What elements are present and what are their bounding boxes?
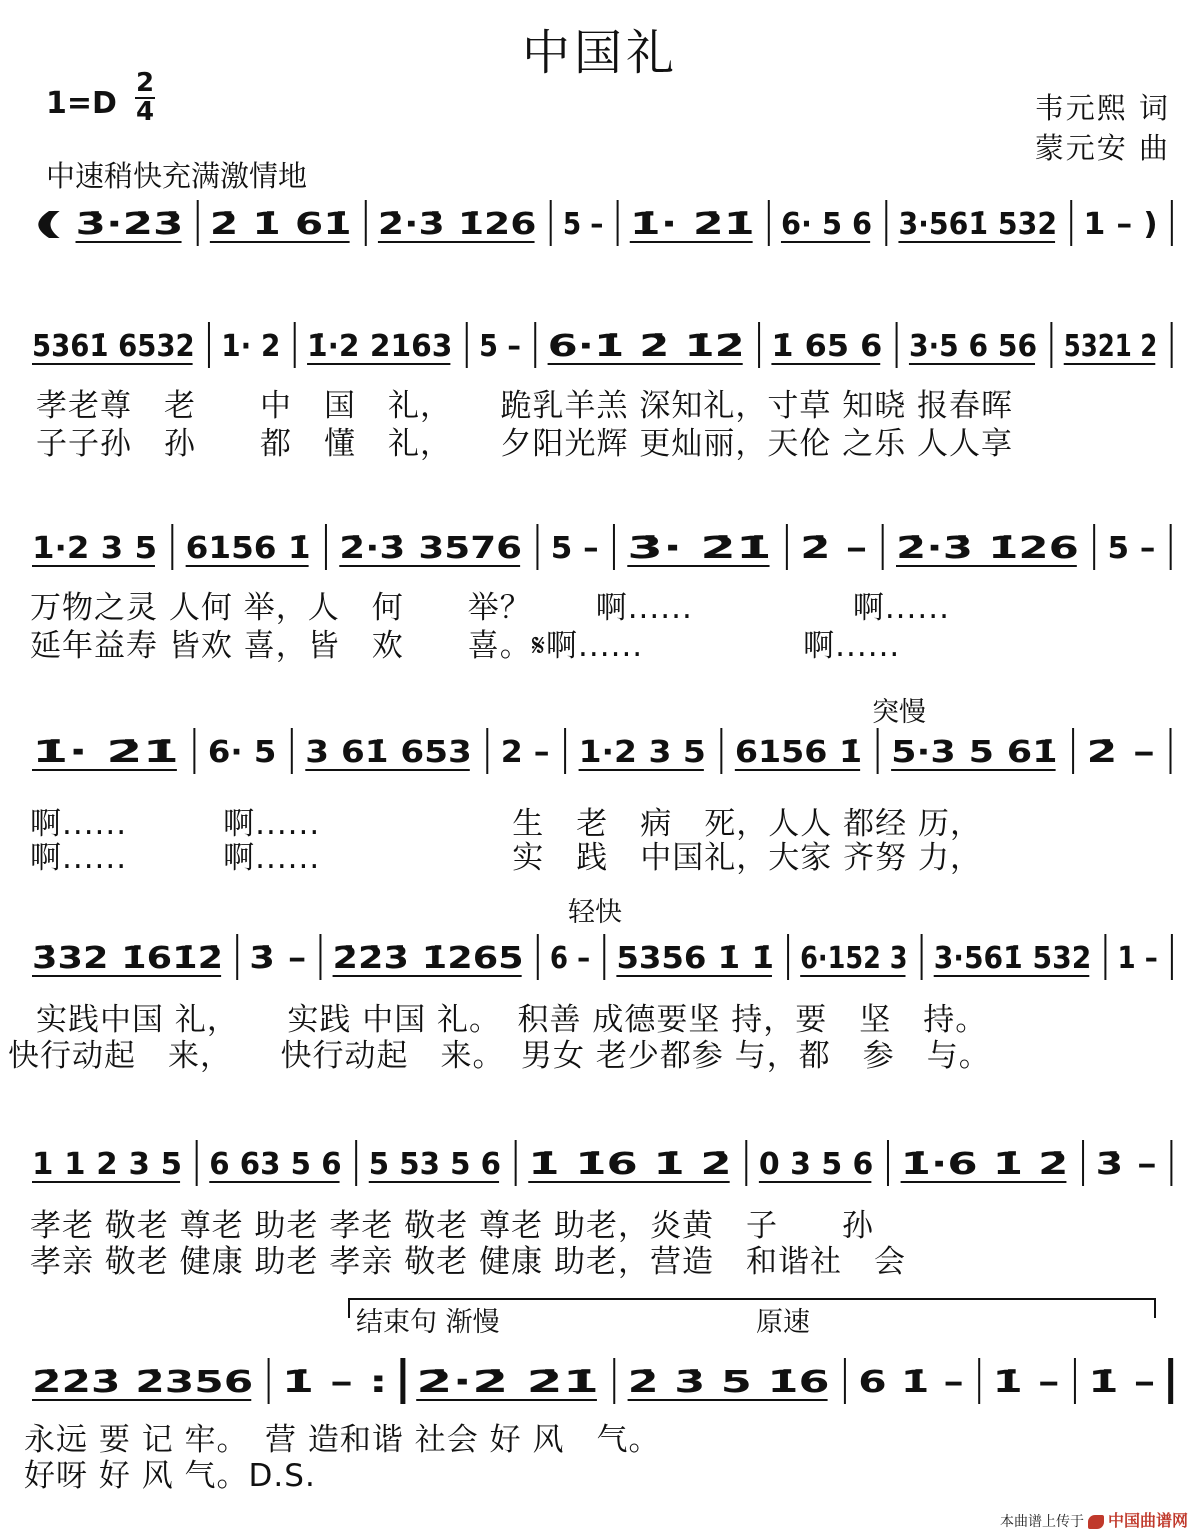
note-group: 5356 1̇ 1̇ (616, 941, 774, 976)
note-group: 1· 2 (221, 329, 281, 364)
notation-line-2 (0, 310, 1200, 376)
note-group: 6·152 3 (800, 941, 908, 976)
note-group: 5 – (562, 207, 604, 242)
note-group: 2̇·3̇ 1̇26 (896, 531, 1079, 566)
page-title: 中国礼 (521, 25, 678, 81)
note-group: 1̇· 2̇1̇ (629, 207, 755, 242)
time-signature (134, 70, 156, 126)
note-group: 6 – (549, 941, 591, 976)
lyric-line-6-verse-2: 孝亲 敬老 健康 助老 孝亲 敬老 健康 助老，营造 和谐社 会 (30, 1244, 906, 1280)
note-group: 1 1 2 3 5 (32, 1147, 183, 1182)
note-group: 1̇· 2̇1̇ (32, 735, 179, 770)
note-group: 1̇ – (1088, 1365, 1156, 1400)
note-group: 2̇ – (800, 531, 868, 566)
note-group: 5361̇ 6532 (32, 329, 195, 364)
note-group: 2̇·3̇ 3576 (339, 531, 523, 566)
lyric-line-3-verse-1: 万物之灵 人何 举，人 何 举？ 啊...... 啊...... (30, 590, 950, 626)
tempo-marking: 中速稍快充满激情地 (46, 159, 308, 193)
note-group: 2̇ 3̇ 5 1̇6 (627, 1365, 830, 1400)
lyric-line-5-verse-2: 快行动起 来， 快行动起 来。 男女 老少都参 与，都 参 与。 (8, 1038, 991, 1074)
note-group: 3·5 6 56 (908, 329, 1038, 364)
note-group: 2̇·2̇ 2̇1̇ (416, 1365, 599, 1400)
note-group: 1̇ 1̇6 1̇ 2̇ (528, 1147, 732, 1182)
lyric-line-4-verse-2: 啊...... 啊...... 实 践 中国礼，大家 齐努 力， (30, 840, 982, 876)
time-signature-bottom: 4 (135, 97, 155, 127)
note-group: 6156 1̇ (734, 735, 863, 770)
notation-line-7 (0, 1346, 1200, 1412)
notation-line-3 (0, 512, 1200, 578)
note-group: 6 1̇ – (858, 1365, 964, 1400)
key-signature: 1=D (46, 86, 117, 121)
note-group: 1̇·2 2163 (307, 329, 453, 364)
note-group: 1̇ – (992, 1365, 1060, 1400)
note-group: 5 53 5 6 (368, 1147, 502, 1182)
note-group: 1·2 3 5 (32, 531, 157, 566)
note-group: 3̇·2̇3̇ (75, 207, 184, 242)
note-group: 1 – (1117, 941, 1158, 976)
note-group: 1̇ – : (281, 1365, 388, 1400)
lyric-line-3-verse-2: 延年益寿 皆欢 喜，皆 欢 喜。𝄋啊...... 啊...... (30, 628, 901, 664)
note-group: 2̇ – (1086, 735, 1156, 770)
note-group: 2̇ 1̇ 61̇ (209, 207, 352, 242)
lyric-line-5-verse-1: 实践中国 礼， 实践 中国 礼。 积善 成德要坚 持，要 坚 持。 (36, 1002, 988, 1038)
note-group: 1̇ 65 6 (771, 329, 883, 364)
note-group: 5 – (1107, 531, 1156, 566)
note-group: 5321 2 (1063, 329, 1158, 364)
note-group: 6156 1̇ (185, 531, 311, 566)
ending-mark: 结束句 渐慢 (356, 1307, 500, 1338)
footer-site-name: 中国曲谱网 (1107, 1511, 1188, 1530)
note-group: 3̇· 2̇1̇ (627, 531, 772, 566)
lyricist-credit: 韦元熙 词 (1034, 91, 1170, 125)
lyric-line-2-verse-2: 子子孙 孙 都 懂 礼， 夕阳光辉 更灿丽，天伦 之乐 人人享 (36, 426, 1014, 462)
note-group: 3̇32 1̇61̇2̇ (32, 941, 224, 976)
note-group: 6 63 5 6 (209, 1147, 342, 1182)
note-group: 5 – (550, 531, 599, 566)
note-group: 3·561̇ 532 (933, 941, 1092, 976)
notation-line-5 (0, 922, 1200, 988)
footer-credit (1000, 1508, 1188, 1531)
note-group: 1 – ) (1083, 207, 1158, 242)
note-group: 5·3 5 61̇ (891, 735, 1058, 770)
lyric-line-4-verse-1: 啊...... 啊...... 生 老 病 死，人人 都经 历， (30, 806, 982, 842)
note-group: 0 3 5 6 (758, 1147, 874, 1182)
note-group: 6·1̇ 2̇ 1̇2̇ (547, 329, 745, 364)
note-group: 3̇ – (249, 941, 307, 976)
notation-line-1 (0, 188, 1200, 254)
time-signature-top: 2 (135, 68, 155, 98)
site-logo-icon (1088, 1515, 1104, 1529)
lyric-line-6-verse-1: 孝老 敬老 尊老 助老 孝老 敬老 尊老 助老，炎黄 子 孙 (30, 1208, 874, 1244)
sudden-slow-mark: 突慢 (872, 697, 926, 728)
note-group: 3·561̇ 532 (898, 207, 1058, 242)
lyric-line-2-verse-1: 孝老尊 老 中 国 礼， 跪乳羊羔 深知礼，寸草 知晓 报春晖 (36, 388, 1014, 424)
note-group: 6· 5 (207, 735, 277, 770)
composer-credit: 蒙元安 曲 (1034, 131, 1170, 165)
lyric-line-7-verse-1: 永远 要 记 牢。 营 造和谐 社会 好 风 气。 (24, 1422, 661, 1458)
note-group: 2̇2̇3̇ 2̇356 (32, 1365, 254, 1400)
note-group: ( (32, 207, 66, 242)
note-group: 3 61̇ 653 (305, 735, 472, 770)
original-tempo-mark: 原速 (756, 1307, 810, 1338)
note-group: 6· 5 6 (780, 207, 873, 242)
note-group: 2 – (500, 735, 550, 770)
note-group: 1·2 3 5 (578, 735, 706, 770)
note-group: 2̇·3̇ 1̇26 (377, 207, 537, 242)
notation-line-4 (0, 716, 1200, 782)
note-group: 5 – (479, 329, 521, 364)
footer-text: 本曲谱上传于 (999, 1514, 1084, 1530)
notation-line-6 (0, 1128, 1200, 1194)
note-group: 3̇ – (1095, 1147, 1157, 1182)
note-group: 1̇·6 1̇ 2̇ (900, 1147, 1069, 1182)
note-group: 2̇2̇3̇ 1̇265 (332, 941, 524, 976)
lyric-line-7-verse-2: 好呀 好 风 气。D.S. (24, 1458, 316, 1494)
light-fast-mark: 轻快 (568, 897, 622, 928)
